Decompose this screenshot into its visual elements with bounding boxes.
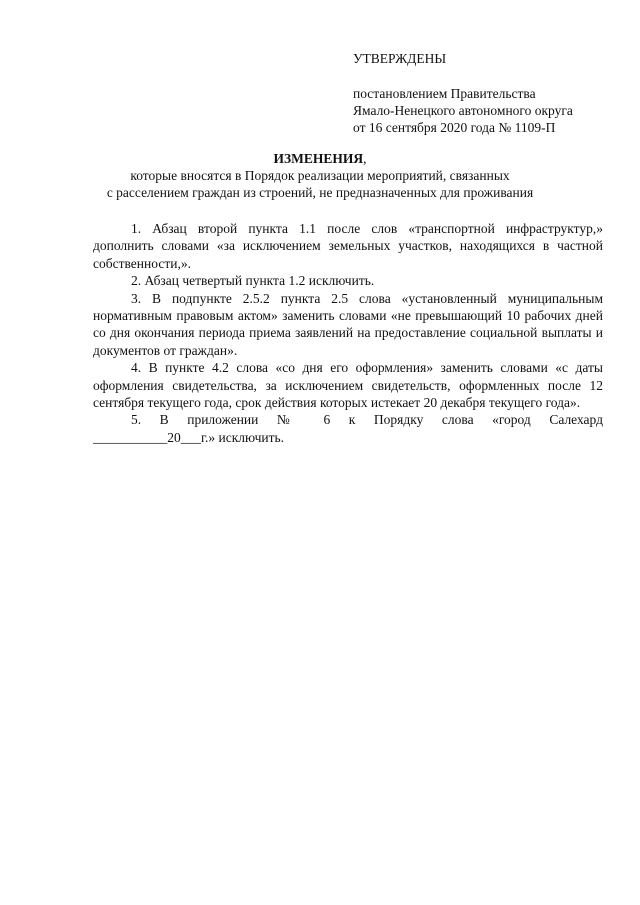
document-title — [0, 150, 640, 201]
item-5-tail: ___________20___г.» исключить. — [93, 429, 285, 445]
approval-line-1: постановлением Правительства — [353, 86, 536, 101]
title-comma: , — [363, 151, 367, 166]
item-2: 2. Абзац четвертый пункта 1.2 исключить. — [131, 273, 375, 289]
item-4: 4. В пункте 4.2 слова «со дня его оформления» заменить словами «с даты оформления свидетельства, за исключением свидетельств, оформленных после 12 сентября текущего года, срок действия которых истекает 20 декабря текущего года». — [93, 360, 603, 411]
document-body — [93, 220, 603, 446]
title-main-line — [0, 150, 640, 167]
title-line-1: которые вносятся в Порядок реализации мероприятий, связанных — [130, 168, 510, 183]
item-1: 1. Абзац второй пункта 1.1 после слов «транспортной инфраструктур,» дополнить словами «за исключением земельных участков, находящихся в частной собственности,». — [93, 221, 603, 271]
approval-line-2: Ямало-Ненецкого автономного округа — [353, 103, 573, 118]
item-5: 5. В приложении № 6 к Порядку слова «город Салехард — [131, 412, 603, 428]
approval-heading: УТВЕРЖДЕНЫ — [353, 51, 447, 66]
item-3: 3. В подпункте 2.5.2 пункта 2.5 слова «установленный муниципальным нормативным правовым актом» заменить словами «не превышающий 10 рабочих дней со дня окончания периода приема заявлений на предоставление социальной выплаты и документов от граждан». — [93, 290, 603, 358]
title-line-2: с расселением граждан из строений, не предназначенных для проживания — [106, 185, 534, 200]
approval-block — [353, 50, 573, 136]
title-main: ИЗМЕНЕНИЯ — [273, 151, 364, 166]
approval-line-3: от 16 сентября 2020 года № 1109-П — [353, 120, 556, 135]
